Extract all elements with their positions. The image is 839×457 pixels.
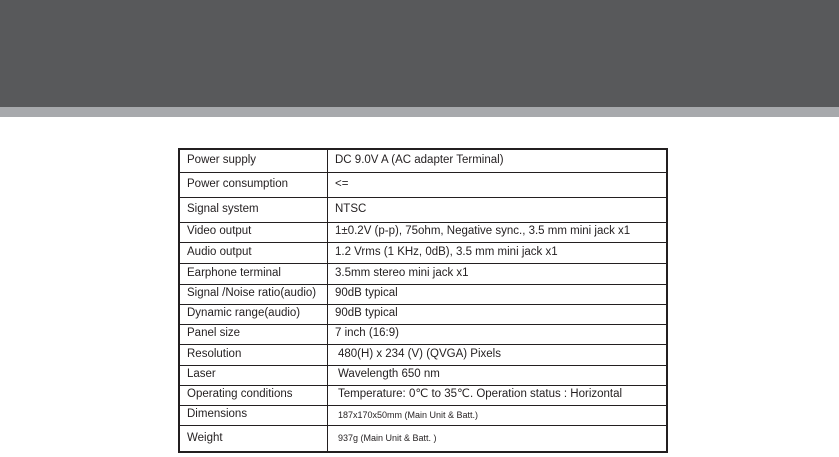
table-row — [179, 405, 667, 425]
spec-label: Weight — [179, 425, 328, 452]
spec-label: Operating conditions — [179, 385, 328, 405]
spec-value: 1.2 Vrms (1 KHz, 0dB), 3.5 mm mini jack x1 — [328, 242, 668, 263]
spec-value: 90dB typical — [328, 304, 668, 324]
spec-value: NTSC — [328, 197, 668, 222]
spec-label: Earphone terminal — [179, 263, 328, 284]
table-row — [179, 344, 667, 365]
spec-value: DC 9.0V A (AC adapter Terminal) — [328, 149, 668, 172]
header-stripe — [0, 107, 839, 117]
spec-value: 7 inch (16:9) — [328, 324, 668, 344]
table-row — [179, 365, 667, 385]
spec-value: 1±0.2V (p-p), 75ohm, Negative sync., 3.5 mm mini jack x1 — [328, 222, 668, 242]
spec-label: Power supply — [179, 149, 328, 172]
spec-label: Laser — [179, 365, 328, 385]
specifications-table — [178, 148, 668, 453]
table-row — [179, 284, 667, 304]
spec-value: <= — [328, 172, 668, 197]
spec-value: 3.5mm stereo mini jack x1 — [328, 263, 668, 284]
table-row — [179, 324, 667, 344]
table-row — [179, 304, 667, 324]
header-band — [0, 0, 839, 107]
spec-value: 187x170x50mm (Main Unit & Batt.) — [328, 405, 668, 425]
spec-label: Dimensions — [179, 405, 328, 425]
table-row — [179, 242, 667, 263]
spec-label: Signal /Noise ratio(audio) — [179, 284, 328, 304]
spec-label: Dynamic range(audio) — [179, 304, 328, 324]
spec-value: 937g (Main Unit & Batt. ) — [328, 425, 668, 452]
spec-label: Video output — [179, 222, 328, 242]
spec-value: Wavelength 650 nm — [328, 365, 668, 385]
spec-label: Power consumption — [179, 172, 328, 197]
table-row — [179, 149, 667, 172]
table-row — [179, 197, 667, 222]
spec-label: Audio output — [179, 242, 328, 263]
spec-label: Resolution — [179, 344, 328, 365]
table-row — [179, 425, 667, 452]
spec-label: Signal system — [179, 197, 328, 222]
table-row — [179, 172, 667, 197]
spec-value: 480(H) x 234 (V) (QVGA) Pixels — [328, 344, 668, 365]
spec-label: Panel size — [179, 324, 328, 344]
table-row — [179, 263, 667, 284]
table-row — [179, 385, 667, 405]
spec-value: 90dB typical — [328, 284, 668, 304]
spec-value: Temperature: 0℃ to 35℃. Operation status : Horizontal — [328, 385, 668, 405]
table-row — [179, 222, 667, 242]
